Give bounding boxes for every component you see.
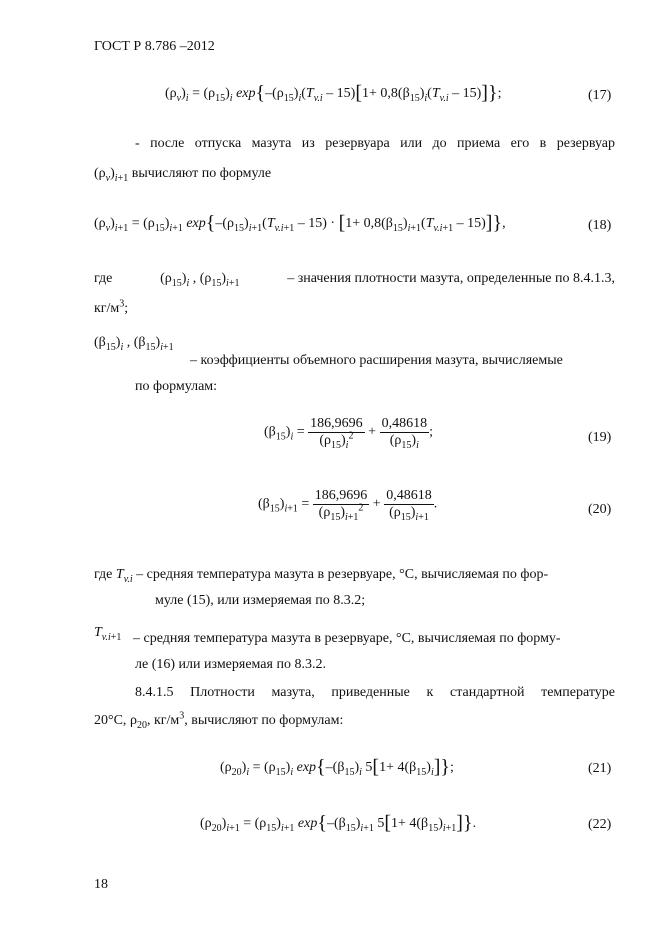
formula-19-numerator-2: 0,48618: [381, 416, 428, 431]
page-number: 18: [94, 877, 108, 892]
formula-18: $(\rho_v)_{i+1} = (\rho_{15})_{i+1}$ $\exp\{-(\rho_{15})_{i+1}(T_{v.i+1} - 15) \cdot [1+ 0,8(\beta_{15})_{i+1}(T_{v.i+1} - 15)]\}$,: [94, 212, 506, 234]
formula-17-number: (17): [588, 88, 612, 103]
formula-22-number: (22): [588, 817, 612, 832]
formula-18-number: (18): [588, 218, 612, 233]
paragraph-release-suffix: вычисляют по формуле: [131, 166, 272, 181]
tvi1-definition-text-2: ле (16) или измеряемая по 8.3.2.: [135, 657, 326, 672]
where-tvi-definition: где $T_{v.i}$ – средняя температура мазута в резервуаре, °С, вычисляемая по фор-: [94, 567, 549, 585]
tvi1-definition-text: – средняя температура мазута в резервуаре, °С, вычисляемая по форму-: [133, 631, 561, 646]
formula-21-number: (21): [588, 761, 612, 776]
where-rho-definition: [94, 270, 615, 288]
formula-19: $(\beta_{15})_i$ = $\frac{186,9696}{(\rho_{15})_i^2}$ + $\frac{0,48618}{(\rho_{15})_i}$ ;: [264, 416, 433, 451]
formula-20-number: (20): [588, 502, 612, 517]
rho-symbols: $(\rho_{15})_i$ , $(\rho_{15})_{i+1}$: [160, 271, 240, 289]
tvi-definition-text: – средняя температура мазута в резервуаре, °С, вычисляемая по фор-: [136, 567, 549, 582]
formula-20-numerator-2: 0,48618: [386, 488, 432, 503]
formula-19-number: (19): [588, 430, 612, 445]
tvi1-definition: $T_{v.i+1}$: [94, 625, 122, 643]
rho-definition-text: – значения плотности мазута, определенные по 8.4.1.3,: [287, 271, 615, 286]
paragraph-release-line2: $(\rho_v)_{i+1}$ вычисляют по формуле: [94, 166, 272, 184]
formula-17: $(\rho_v)_i = (\rho_{15})_i$ $\exp\{-(\rho_{15})_i(T_{v.i} - 15)[1+ 0,8(\beta_{15})_i(T_{v.i} - 15)]\}$;: [165, 82, 502, 104]
formula-20: $(\beta_{15})_{i+1}$ = $\frac{186,9696}{(\rho_{15})_{i+1}^2}$ + $\frac{0,48618}{(\rho_{15})_{i+1}}$ .: [258, 488, 438, 523]
clause-8-4-1-5-line2: 20°С, $\rho_{20}$, $кг/м^3$, вычисляют по формулам:: [94, 710, 344, 731]
formula-21: $(\rho_{20})_i = (\rho_{15})_i$ $\exp\{-(\beta_{15})_i$ $5[1+ 4(\beta_{15})_i]$};: [220, 756, 454, 778]
paragraph-release: - после отпуска мазута из резервуара или до приема его в резервуар: [135, 136, 615, 151]
beta-definition-text-2: по формулам:: [135, 379, 218, 394]
page-header: ГОСТ Р 8.786 –2012: [94, 39, 215, 54]
tvi-definition-text-2: муле (15), или измеряемая по 8.3.2;: [155, 593, 366, 608]
formula-19-numerator-1: 186,9696: [310, 416, 363, 431]
beta-definition-text: – коэффициенты объемного расширения мазута, вычисляемые: [190, 353, 563, 368]
where-prefix: где: [94, 271, 113, 286]
density-unit: $кг/м^3$;: [94, 298, 129, 316]
clause-8-4-1-5: 8.4.1.5 Плотности мазута, приведенные к стандартной температуре: [135, 685, 615, 700]
formula-20-numerator-1: 186,9696: [314, 488, 368, 503]
formula-22: $(\rho_{20})_{i+1} = (\rho_{15})_{i+1}$ $\exp\{-(\beta_{15})_{i+1}$ $5[1+ 4(\beta_{15})_{i+1}]$}.: [200, 812, 477, 834]
beta-symbols: $(\beta_{15})_i$ , $(\beta_{15})_{i+1}$: [94, 335, 174, 353]
